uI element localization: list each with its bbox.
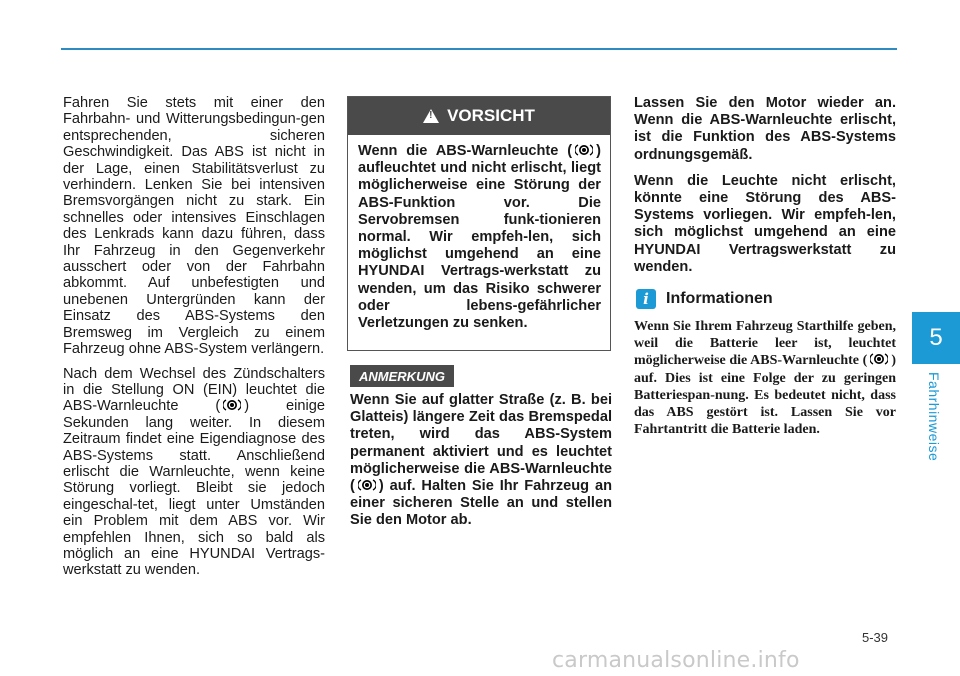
column-1 <box>63 95 325 587</box>
caution-text: Wenn die ABS-Warnleuchte ( ) aufleuchtet und nicht erlischt, liegt möglicherweise eine Störung der ABS-Funktion vor. Die Servobremsen funk-tionieren normal. Wir empfeh-len, sich möglichst umgehend an eine HYUNDAI Vertrags-werkstatt zu wenden, um das Risiko schwerer oder lebens-gefährlicher Verletzungen zu senken. <box>358 143 601 332</box>
chapter-label: Fahrhinweise <box>926 372 942 462</box>
caution-box <box>347 96 611 351</box>
abs-warning-icon <box>223 398 241 412</box>
paragraph-abs-selftest: Nach dem Wechsel des Zündschalters in die Stellung ON (EIN) leuchtet die ABS-Warnleuchte ( ) einige Sekunden lang weiter. In diesem Zeitraum findet eine Eigendiagnose des ABS-Systems statt. Anschließend erlischt die Warnleuchte, wenn keine Störung vorliegt. Bleibt sie jedoch eingeschal-tet, liegt unter Umständen ein Problem mit dem ABS vor. Wir empfehlen Ihnen, sich so bald als möglich an eine HYUNDAI Vertrags-werkstatt zu wenden. <box>63 365 325 579</box>
paragraph-restart: Lassen Sie den Motor wieder an. Wenn die ABS-Warnleuchte erlischt, ist die Funktion des ABS-Systems ordnungsgemäß. <box>634 95 896 163</box>
caution-header <box>348 97 610 135</box>
paragraph-abs-driving: Fahren Sie stets mit einer den Fahrbahn- und Witterungsbedingun-gen entsprechenden, sicheren Geschwindigkeit. Das ABS ist nicht in der Lage, einen Stabilitätsverlust zu verhindern. Lenken Sie bei intensiven Bremsvorgängen nicht zu stark. Ein schnelles oder intensives Einschlagen des Lenkrads kann dazu führen, dass Ihr Fahrzeug in den Gegenverkehr ausschert oder von der Fahrbahn abkommt. Auf unbefestigten und unebenen Untergründen kann der Einsatz des ABS-Systems den Bremsweg im Vergleich zu einem Fahrzeug ohne ABS-System verlängern. <box>63 95 325 358</box>
note-text: Wenn Sie auf glatter Straße (z. B. bei Glatteis) längere Zeit das Bremspedal treten, wird das ABS-System permanent aktiviert und es leuchtet möglicherweise die ABS-Warnleuchte ( ) auf. Halten Sie Ihr Fahrzeug an einer sicheren Stelle an und stellen Sie den Motor ab. <box>350 392 612 529</box>
watermark: carmanualsonline.info <box>552 648 800 673</box>
abs-warning-icon <box>575 143 593 157</box>
column-3 <box>634 95 896 285</box>
info-icon: i <box>636 289 656 309</box>
note-tag: ANMERKUNG <box>350 365 454 387</box>
paragraph-fault: Wenn die Leuchte nicht erlischt, könnte eine Störung des ABS-Systems vorliegen. Wir empfeh-len, sich möglichst umgehend an eine HYUNDAI Vertragswerkstatt zu wenden. <box>634 172 896 275</box>
info-text: Wenn Sie Ihrem Fahrzeug Starthilfe geben, weil die Batterie leer ist, leuchtet möglicherweise die ABS-Warnleuchte ( ) auf. Dies ist eine Folge der zu geringen Batteriespan-nung. Es bedeutet nicht, dass das ABS gestört ist. Lassen Sie vor Fahrtantritt die Batterie laden. <box>634 319 896 438</box>
abs-warning-icon <box>358 478 376 492</box>
top-rule <box>61 48 897 50</box>
info-title: Informationen <box>666 290 773 307</box>
chapter-tab <box>912 312 960 364</box>
caution-title: VORSICHT <box>447 106 535 125</box>
chapter-number: 5 <box>929 324 943 351</box>
warning-triangle-icon <box>423 109 439 123</box>
page-number: 5-39 <box>862 630 889 645</box>
abs-warning-icon <box>870 352 888 366</box>
info-header <box>636 289 773 309</box>
